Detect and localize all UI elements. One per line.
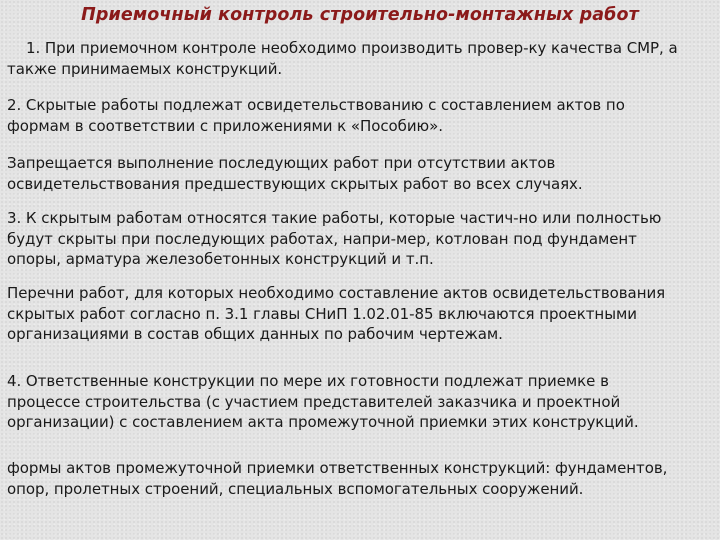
paragraph-line: скрытых работ согласно п. 3.1 главы СНиП 1.02.01-85 включаются проектными <box>7 304 637 323</box>
paragraph-line: также принимаемых конструкций. <box>7 59 283 78</box>
paragraph-line: формам в соответствии с приложениями к «Пособию». <box>7 116 443 135</box>
paragraph-line: опор, пролетных строений, специальных вспомогательных сооружений. <box>7 479 584 498</box>
paragraph-line: 1. При приемочном контроле необходимо производить провер-ку качества СМР, а <box>26 39 678 57</box>
paragraph-line: формы актов промежуточной приемки ответственных конструкций: фундаментов, <box>7 459 668 477</box>
paragraph-works-lists <box>7 283 707 345</box>
paragraph-line: организации) с составлением акта промежуточной приемки этих конструкций. <box>7 413 639 431</box>
slide-title: Приемочный контроль строительно-монтажных работ <box>81 5 639 25</box>
paragraph-acceptance-control <box>7 38 707 79</box>
paragraph-line: 3. К скрытым работам относятся такие работы, которые частич-но или полностью <box>7 209 662 227</box>
paragraph-hidden-works <box>7 95 707 136</box>
paragraph-hidden-works-definition <box>7 208 707 270</box>
paragraph-critical-structures <box>7 371 707 433</box>
paragraph-line: освидетельствования предшествующих скрытых работ во всех случаях. <box>7 174 583 193</box>
paragraph-line: 2. Скрытые работы подлежат освидетельствованию с составлением актов по <box>7 96 625 114</box>
paragraph-line: Перечни работ, для которых необходимо составление актов освидетельствования <box>7 284 666 302</box>
paragraph-act-forms <box>7 458 707 499</box>
paragraph-line: процессе строительства (с участием представителей заказчика и проектной <box>7 392 621 411</box>
paragraph-prohibition <box>7 153 707 194</box>
paragraph-line: организациями в состав общих данных по рабочим чертежам. <box>7 325 503 343</box>
paragraph-line: опоры, арматура железобетонных конструкций и т.п. <box>7 250 434 268</box>
paragraph-line: будут скрыты при последующих работах, напри-мер, котлован под фундамент <box>7 229 637 248</box>
paragraph-line: Запрещается выполнение последующих работ при отсутствии актов <box>7 154 556 172</box>
paragraph-line: 4. Ответственные конструкции по мере их готовности подлежат приемке в <box>7 372 609 390</box>
